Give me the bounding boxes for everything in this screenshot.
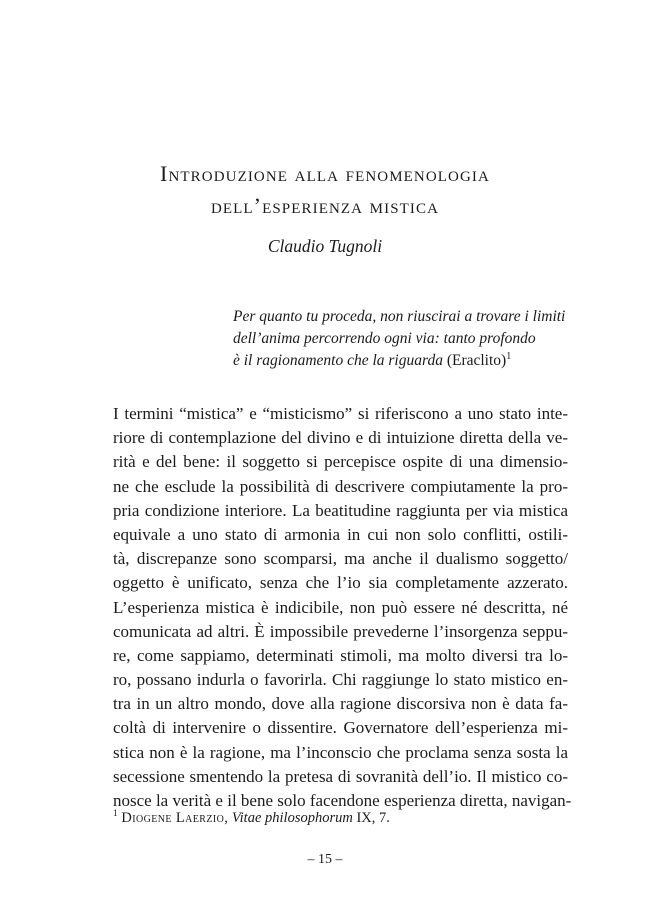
body-line: ro, possano indurla o favorirla. Chi raggiunge lo stato mistico en- <box>113 670 568 690</box>
chapter-author: Claudio Tugnoli <box>267 236 383 256</box>
body-line: nosce la verità e il bene solo facendone esperienza diretta, navigan- <box>113 791 572 810</box>
epigraph-line-2: dell’anima percorrendo ogni via: tanto profondo <box>233 330 536 347</box>
page-number: – 15 – <box>307 852 343 867</box>
footnote-author: Diogene Laerzio, <box>121 810 229 826</box>
epigraph-line-3 <box>233 350 573 372</box>
body-line: equivale a uno stato di armonia in cui non solo conflitti, ostili- <box>113 524 568 544</box>
body-line: L’esperienza mistica è indicibile, non può essere né descritta, né <box>113 597 568 617</box>
body-line: tà, discrepanze sono scomparsi, ma anche il dualismo soggetto/ <box>113 549 568 569</box>
body-line: pria condizione interiore. La beatitudine raggiunta per via mistica <box>113 500 568 520</box>
chapter-title-line-1: Introduzione alla fenomenologia <box>160 161 490 186</box>
body-text <box>113 402 572 813</box>
body-line: ne che esclude la possibilità di descrivere compiutamente la pro- <box>113 476 568 496</box>
body-line: tra in un altro mondo, dove alla ragione discorsiva non è data fa- <box>113 694 568 714</box>
body-line: riore di contemplazione del divino e di intuizione diretta della ve- <box>113 428 568 448</box>
chapter-title-line-2: dell’esperienza mistica <box>210 193 440 218</box>
body-line: coltà di intervenire o dissentire. Governatore dell’esperienza mi- <box>113 718 568 738</box>
epigraph-line-1: Per quanto tu proceda, non riuscirai a trovare i limiti <box>233 308 566 325</box>
footnote-number: 1 <box>113 809 118 820</box>
body-line: re, come sappiamo, determinati stimoli, ma molto diversi tra lo- <box>113 645 568 665</box>
body-line: rità e del bene: il soggetto si percepisce ospite di una dimensio- <box>113 452 568 472</box>
footnote-work: Vitae philosophorum <box>231 810 353 826</box>
epigraph <box>233 306 573 372</box>
body-line: I termini “mistica” e “misticismo” si riferiscono a uno stato inte- <box>113 404 568 423</box>
epigraph-source: (Eraclito) <box>446 352 507 369</box>
body-line: stica non è la ragione, ma l’inconscio che proclama senza sosta la <box>113 742 568 762</box>
epigraph-line-3-text: è il ragionamento che la riguarda <box>233 352 443 369</box>
body-line: oggetto è unificato, senza che l’io sia completamente azzerato. <box>113 573 568 593</box>
footnote <box>113 810 390 827</box>
footnote-reference[interactable]: 1 <box>506 350 512 362</box>
footnote-ref: IX, 7. <box>356 810 390 826</box>
body-line: comunicata ad altri. È impossibile prevederne l’insorgenza seppu- <box>113 621 568 641</box>
body-line: secessione smentendo la pretesa di sovranità dell’io. Il mistico co- <box>113 766 568 786</box>
